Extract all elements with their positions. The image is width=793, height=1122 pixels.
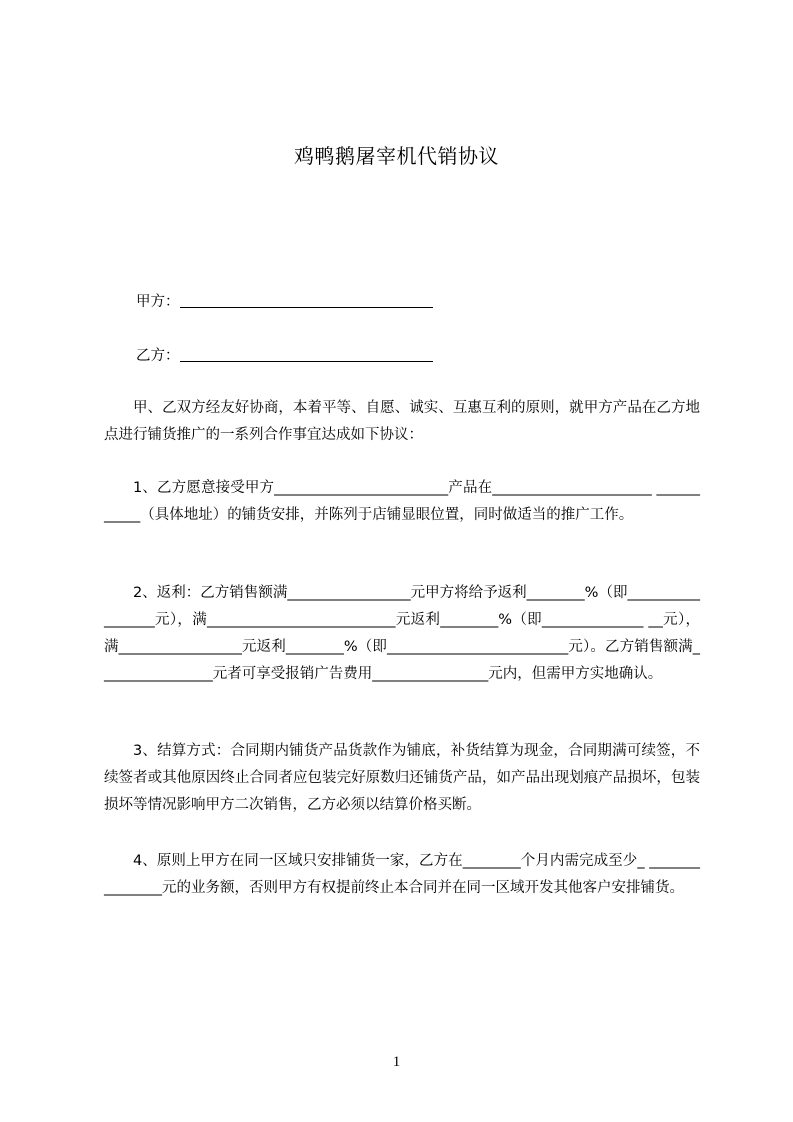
party-a-blank [180, 291, 433, 308]
party-b-label: 乙方： [136, 348, 180, 364]
clause-3: 3、结算方式：合同期内铺货产品货款作为铺底，补货结算为现金，合同期满可续签，不续签者或其他原因终止合同者应包装完好原数归还铺货产品，如产品出现划痕产品损坏，包装损坏等情况影响甲方二次销售，乙方必须以结算价格买断。 [104, 743, 700, 813]
clause-4: 4、原则上甲方在同一区域只安排铺货一家，乙方在________个月内需完成至少_ _______________元的业务额，否则甲方有权提前终止本合同并在同一区域开发其他客户安排铺货。 [104, 853, 700, 896]
party-a-label: 甲方： [136, 294, 180, 310]
document-title: 鸡鸭鹅屠宰机代销协议 [294, 144, 499, 168]
party-b-blank [180, 345, 433, 362]
party-b-field [136, 345, 433, 366]
intro-paragraph: 甲、乙双方经友好协商，本着平等、自愿、诚实、互惠互利的原则，就甲方产品在乙方地点进行铺货推广的一系列合作事宜达成如下协议： [104, 400, 700, 443]
page-number: 1 [392, 1054, 401, 1070]
clause-2: 2、返利：乙方销售额满_________________元甲方将给予返利________%（即_________________元），满__________________________元返利________%（即______________ __元），满_________________元返利________%（即_________________________元）。乙方销售额满________________元者可享受报销广告费用________________元内，但需甲方实地确认。 [104, 585, 700, 682]
clause-1: 1、乙方愿意接受甲方________________________产品在______________________ ___________（具体地址）的铺货安排，并陈列于店铺显眼位置，同时做适当的推广工作。 [104, 480, 700, 523]
party-a-field [136, 291, 433, 312]
